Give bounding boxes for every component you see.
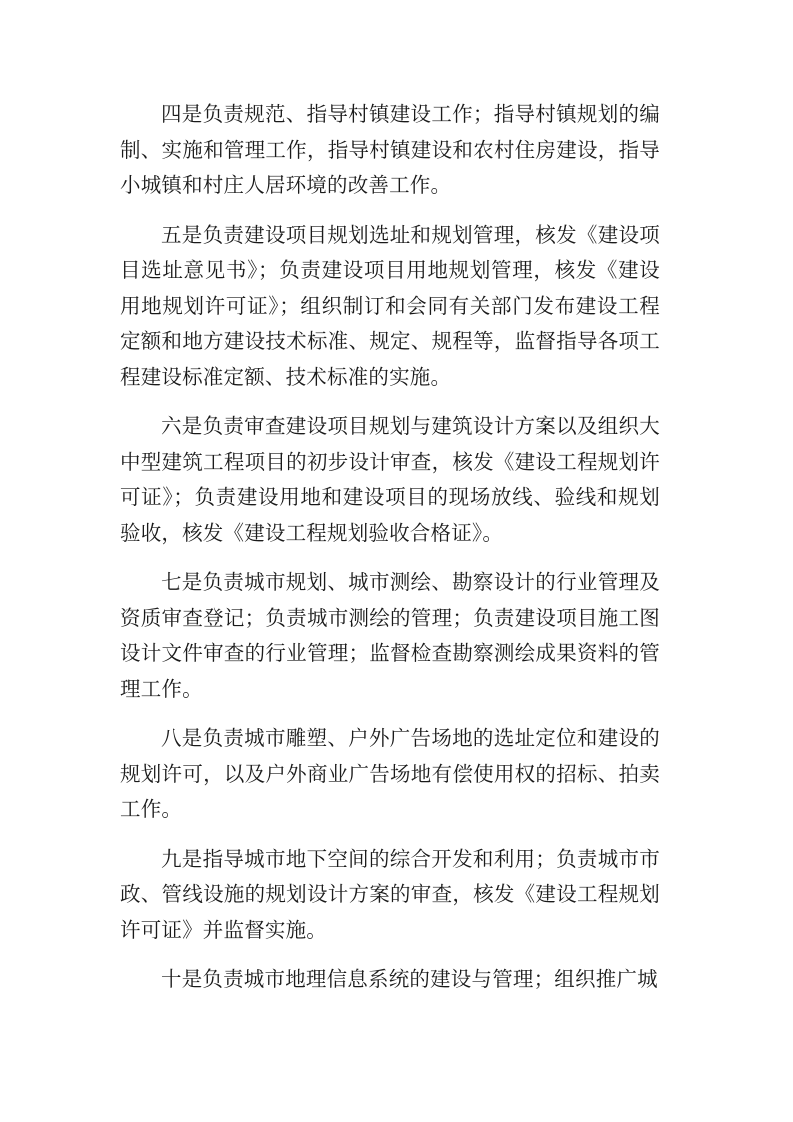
document-body bbox=[120, 97, 660, 998]
paragraph-item-10: 十是负责城市地理信息系统的建设与管理；组织推广城 bbox=[161, 967, 658, 991]
paragraph-item-7: 七是负责城市规划、城市测绘、勘察设计的行业管理及资质审查登记；负责城市测绘的管理；负责建设项目施工图设计文件审查的行业管理；监督检查勘察测绘成果资料的管理工作。 bbox=[120, 570, 660, 701]
paragraph-item-8: 八是负责城市雕塑、户外广告场地的选址定位和建设的规划许可，以及户外商业广告场地有偿使用权的招标、拍卖工作。 bbox=[120, 726, 660, 821]
paragraph-item-5: 五是负责建设项目规划选址和规划管理，核发《建设项目选址意见书》；负责建设项目用地规划管理，核发《建设用地规划许可证》；组织制订和会同有关部门发布建设工程定额和地方建设技术标准、规定、规程等，监督指导各项工程建设标准定额、技术标准的实施。 bbox=[120, 222, 660, 389]
paragraph-item-4: 四是负责规范、指导村镇建设工作；指导村镇规划的编制、实施和管理工作，指导村镇建设和农村住房建设，指导小城镇和村庄人居环境的改善工作。 bbox=[120, 102, 660, 197]
paragraph-item-6: 六是负责审查建设项目规划与建筑设计方案以及组织大中型建筑工程项目的初步设计审查，核发《建设工程规划许可证》；负责建设用地和建设项目的现场放线、验线和规划验收，核发《建设工程规划验收合格证》。 bbox=[120, 414, 660, 545]
paragraph-item-9: 九是指导城市地下空间的综合开发和利用；负责城市市政、管线设施的规划设计方案的审查，核发《建设工程规划许可证》并监督实施。 bbox=[120, 846, 660, 942]
